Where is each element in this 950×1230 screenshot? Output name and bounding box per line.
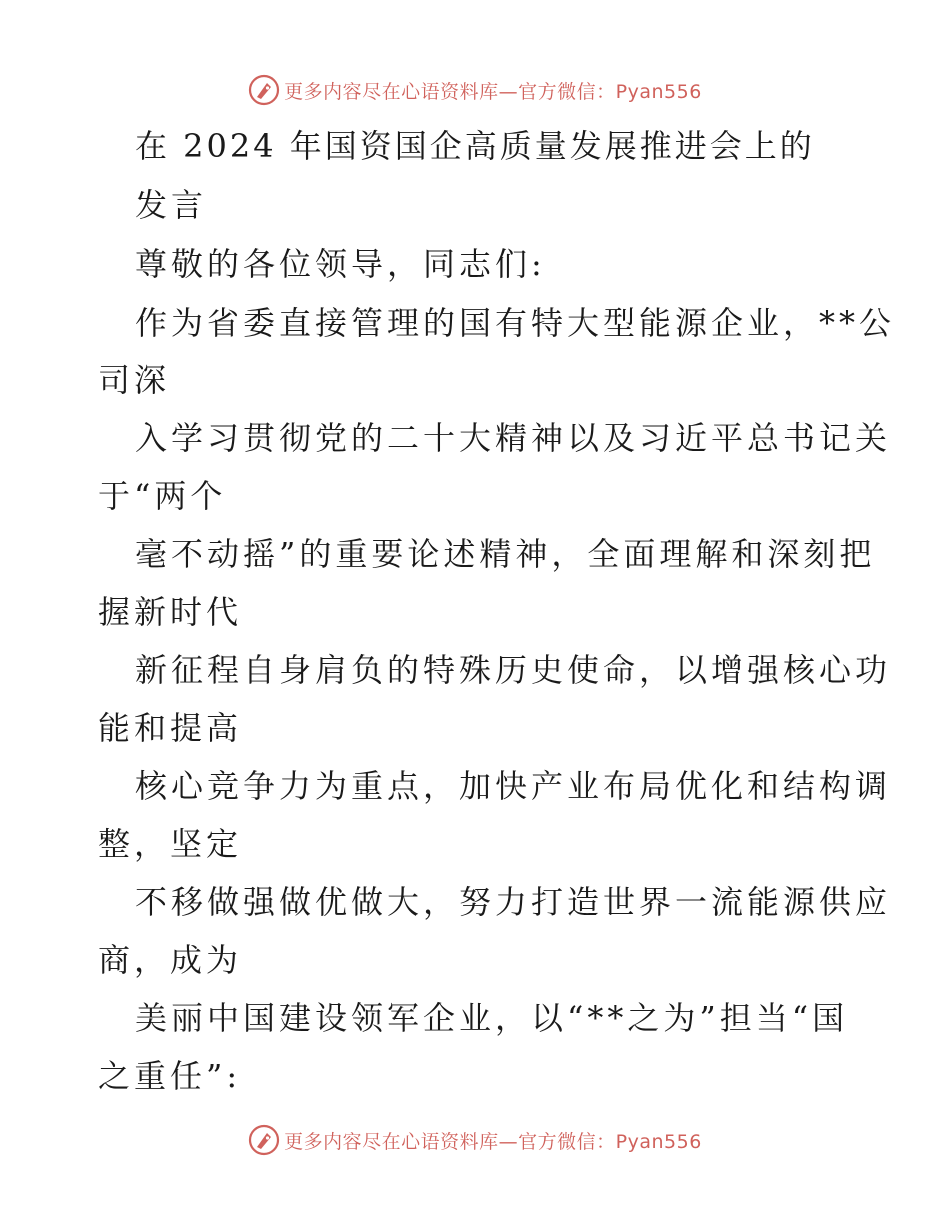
paragraph-line: 入学习贯彻党的二十大精神以及习近平总书记关 (135, 419, 892, 457)
title-line-1: 在 2024 年国资国企高质量发展推进会上的 (135, 127, 815, 165)
paragraph-line: 作为省委直接管理的国有特大型能源企业，**公 (135, 304, 896, 342)
salutation: 尊敬的各位领导，同志们: (135, 245, 546, 283)
paragraph-line: 不移做强做优做大，努力打造世界一流能源供应 (135, 883, 892, 921)
title-line-2: 发言 (135, 186, 208, 224)
paragraph-line: 能和提高 (98, 709, 243, 747)
paragraph-line: 新征程自身肩负的特殊历史使命，以增强核心功 (135, 651, 892, 689)
paragraph-line: 于“两个 (98, 477, 227, 515)
paragraph-line: 毫不动摇”的重要论述精神，全面理解和深刻把 (135, 535, 876, 573)
watermark-text: 更多内容尽在心语资料库—官方微信：Pyan556 (284, 1130, 702, 1153)
paragraph-line: 美丽中国建设领军企业，以“**之为”担当“国 (135, 999, 849, 1037)
watermark-banner-bottom (0, 1120, 950, 1160)
paragraph-line: 商，成为 (98, 941, 243, 979)
paragraph-line: 司深 (98, 361, 171, 399)
paragraph-line: 整，坚定 (98, 825, 243, 863)
paragraph-line: 之重任”: (98, 1057, 242, 1095)
pen-nib-logo-icon (248, 1124, 280, 1156)
paragraph-line: 核心竞争力为重点，加快产业布局优化和结构调 (135, 767, 892, 805)
paragraph-line: 握新时代 (98, 593, 243, 631)
watermark-text: 更多内容尽在心语资料库—官方微信：Pyan556 (284, 80, 702, 103)
